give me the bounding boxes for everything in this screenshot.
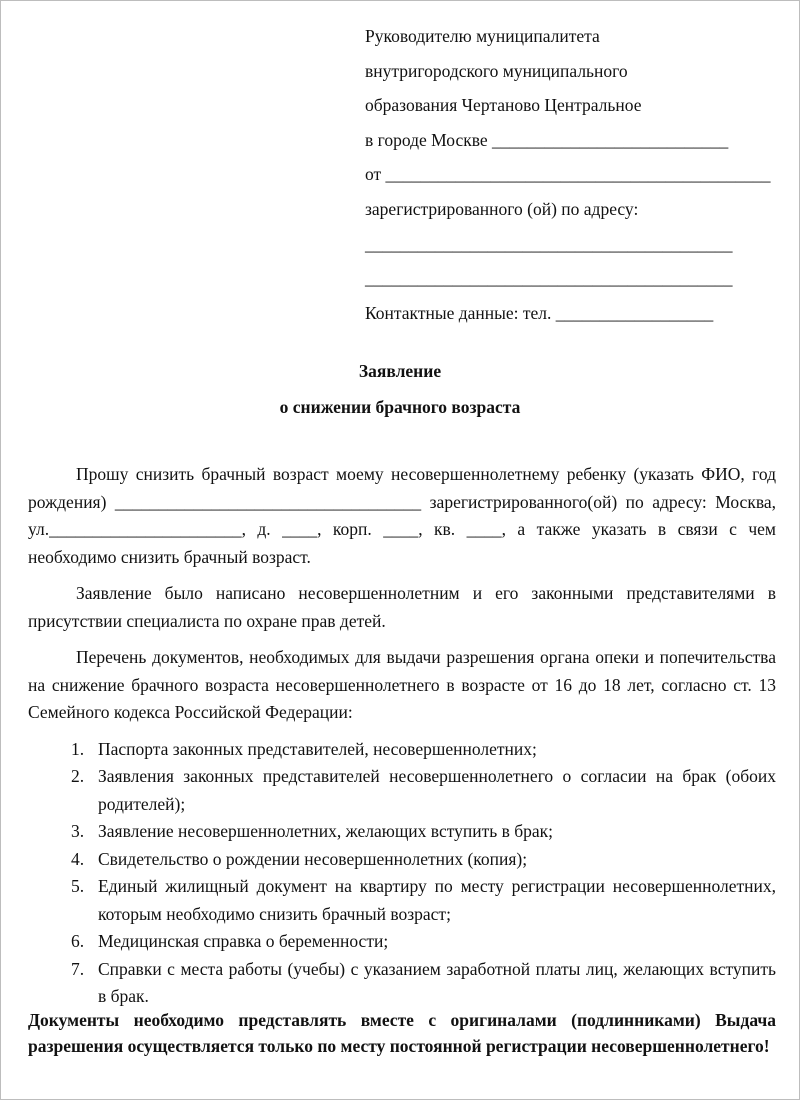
addressee-line: внутригородского муниципального <box>365 60 628 81</box>
list-item: 7. Справки с места работы (учебы) с указанием заработной платы лиц, желающих вступить в брак. <box>71 958 776 1006</box>
contact-phone-line: Контактные данные: тел. __________________ <box>365 302 714 323</box>
addressee-line: образования Чертаново Центральное <box>365 95 642 116</box>
address-blank-line: __________________________________________ <box>365 233 733 254</box>
important-notice: Документы необходимо представлять вместе с оригиналами (подлинниками) Выдача разрешения осуществляется только по месту постоянной регистрации несовершеннолетнего! <box>28 1010 776 1056</box>
list-item: 6. Медицинская справка о беременности; <box>71 931 389 951</box>
request-paragraph: Прошу снизить брачный возраст моему несовершеннолетнему ребенку (указать ФИО, год рождения) ___________________________________ зарегистрированного(ой) по адресу: Москва, ул.______________________, д. ____, корп. ____, кв. ____, а также указать в связи с чем необходимо снизить брачный возраст. <box>28 464 776 567</box>
documents-list <box>28 736 776 1011</box>
addressee-block <box>365 19 775 330</box>
addressee-city-line: в городе Москве ___________________________ <box>365 129 729 150</box>
document-title: Заявление <box>358 361 442 381</box>
address-blank-line: __________________________________________ <box>365 268 733 289</box>
statement-paragraph: Заявление было написано несовершеннолетним и его законными представителями в присутствии специалиста по охране прав детей. <box>28 583 776 631</box>
list-item: 5. Единый жилищный документ на квартиру по месту регистрации несовершеннолетних, которым необходимо снизить брачный возраст; <box>71 876 776 924</box>
list-item: 2. Заявления законных представителей несовершеннолетнего о согласии на брак (обоих родителей); <box>71 766 776 814</box>
addressee-line: Руководителю муниципалитета <box>365 26 600 46</box>
document-subtitle: о снижении брачного возраста <box>279 397 521 417</box>
list-item: 1. Паспорта законных представителей, несовершеннолетних; <box>71 738 537 759</box>
application-body <box>28 461 776 1011</box>
list-item: 3. Заявление несовершеннолетних, желающих вступить в брак; <box>71 821 554 841</box>
documents-intro-paragraph: Перечень документов, необходимых для выдачи разрешения органа опеки и попечительства на снижение брачного возраста несовершеннолетнего в возрасте от 16 до 18 лет, согласно ст. 13 Семейного кодекса Российской Федерации: <box>28 647 776 722</box>
list-item: 4. Свидетельство о рождении несовершеннолетних (копия); <box>71 848 528 869</box>
address-label: зарегистрированного (ой) по адресу: <box>365 198 639 219</box>
from-line: от ____________________________________________ <box>365 164 771 185</box>
